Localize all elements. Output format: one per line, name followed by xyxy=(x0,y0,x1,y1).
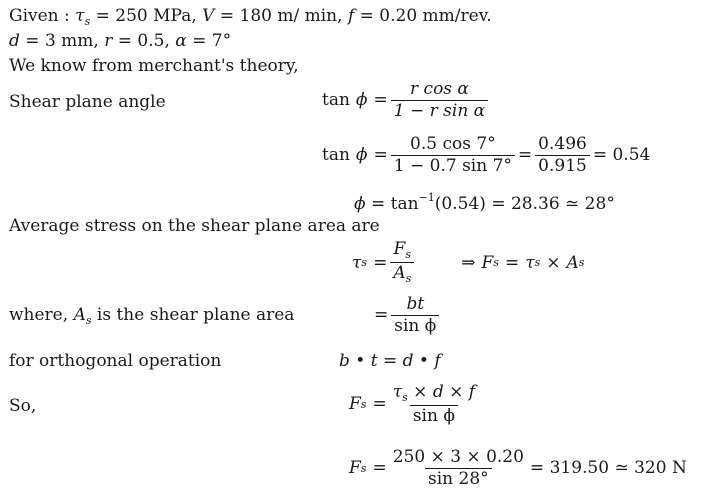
fraction-denominator: sin 28° xyxy=(425,468,492,489)
shear-area-formula xyxy=(374,295,442,335)
given-label: Given : xyxy=(9,6,70,26)
v-symbol: V xyxy=(202,6,215,26)
fraction-numerator: 250 × 3 × 0.20 xyxy=(392,447,524,467)
fraction-denominator: 0.915 xyxy=(535,155,590,176)
phi-symbol: ϕ xyxy=(355,90,368,111)
where-description: is the shear plane area xyxy=(96,305,295,325)
f-value: = 0.20 mm/rev. xyxy=(359,6,492,26)
fraction-numerator: 0.496 xyxy=(538,134,587,154)
force-subscript: s xyxy=(493,256,499,270)
equals-sign: = xyxy=(374,305,389,326)
shear-force-formula xyxy=(349,383,481,426)
area-symbol: A xyxy=(393,263,406,284)
area-symbol: A xyxy=(73,305,86,325)
fraction-denominator: sin ϕ xyxy=(410,405,458,426)
alpha-value: = 7° xyxy=(192,31,232,51)
times-sign: × xyxy=(546,252,561,273)
force-subscript: s xyxy=(360,397,367,411)
phi-result-line xyxy=(354,192,615,213)
d-symbol: d xyxy=(9,31,20,51)
force-symbol: F xyxy=(481,252,494,273)
tau-subscript: s xyxy=(84,15,91,28)
fraction-denominator: 1 − 0.7 sin 7° xyxy=(391,155,515,176)
equals-sign: = xyxy=(373,252,388,273)
force-symbol: F xyxy=(393,239,406,259)
phi-value: (0.54) = 28.36 ≃ 28° xyxy=(434,194,615,214)
where-text: where, xyxy=(9,305,69,325)
force-subscript: s xyxy=(360,461,367,475)
tan-label: tan xyxy=(322,145,350,166)
fraction-denominator: 1 − r sin α xyxy=(391,100,488,121)
where-label xyxy=(9,307,294,326)
fraction-numerator: bt xyxy=(406,294,425,314)
area-subscript: s xyxy=(578,256,585,270)
equals-sign: = xyxy=(372,394,387,415)
merchant-theory-text: We know from merchant's theory, xyxy=(9,56,299,76)
tau-symbol: τ xyxy=(75,6,85,26)
equals-sign: = xyxy=(373,145,388,166)
equals-sign: = xyxy=(373,90,388,111)
fraction-numerator: r cos α xyxy=(410,79,469,99)
average-stress-text: Average stress on the shear plane area are xyxy=(9,216,380,236)
shear-angle-fraction xyxy=(391,80,488,120)
tan-phi-calculation xyxy=(322,135,650,175)
stress-fraction xyxy=(390,240,414,285)
equals-sign: = xyxy=(517,145,533,166)
tau-subscript: s xyxy=(361,256,368,270)
tan-label: tan xyxy=(322,90,350,111)
phi-symbol: ϕ xyxy=(355,145,368,166)
tau-symbol: τ xyxy=(392,382,403,402)
tan-inverse: = tan xyxy=(371,194,419,214)
calc-result: = 0.54 xyxy=(592,145,651,166)
calc-fraction-1 xyxy=(391,135,515,175)
area-symbol: A xyxy=(566,252,579,273)
inverse-superscript: −1 xyxy=(418,191,435,204)
fraction-numerator: 0.5 cos 7° xyxy=(410,134,496,154)
shear-angle-label: Shear plane angle xyxy=(9,92,166,112)
area-subscript: s xyxy=(85,314,92,327)
so-label: So, xyxy=(9,396,37,416)
given-line xyxy=(9,8,492,27)
f-symbol: f xyxy=(347,6,355,26)
force-symbol: F xyxy=(349,458,361,479)
r-value: = 0.5, xyxy=(117,31,170,51)
alpha-symbol: α xyxy=(175,31,187,51)
fraction-denominator: sin ϕ xyxy=(391,315,439,336)
v-value: = 180 m/ min, xyxy=(219,6,343,26)
force-subscript: s xyxy=(405,248,411,261)
d-value: = 3 mm, xyxy=(25,31,99,51)
equals-sign: = xyxy=(504,252,520,273)
orthogonal-formula: b • t = d • f xyxy=(339,351,441,371)
area-subscript: s xyxy=(405,272,412,286)
tau-value: = 250 MPa, xyxy=(95,6,197,26)
force-symbol: F xyxy=(349,394,361,415)
shear-angle-formula xyxy=(322,80,491,120)
force-fraction xyxy=(390,383,478,426)
given-line-2 xyxy=(9,33,231,50)
stress-formula xyxy=(352,240,584,285)
final-result: = 319.50 ≃ 320 N xyxy=(529,458,687,479)
phi-symbol: ϕ xyxy=(354,194,366,214)
final-calculation xyxy=(349,448,687,488)
equals-sign: = xyxy=(372,458,387,479)
tau-subscript: s xyxy=(402,391,408,404)
tau-symbol: τ xyxy=(525,252,535,273)
final-fraction xyxy=(390,448,527,488)
implies-arrow: ⇒ xyxy=(461,252,476,273)
calc-fraction-2 xyxy=(535,135,590,175)
tau-subscript: s xyxy=(534,256,541,270)
orthogonal-label: for orthogonal operation xyxy=(9,351,222,371)
tau-symbol: τ xyxy=(352,252,362,273)
r-symbol: r xyxy=(104,31,113,51)
numerator-rest: × d × f xyxy=(413,382,476,402)
area-fraction xyxy=(391,295,439,335)
